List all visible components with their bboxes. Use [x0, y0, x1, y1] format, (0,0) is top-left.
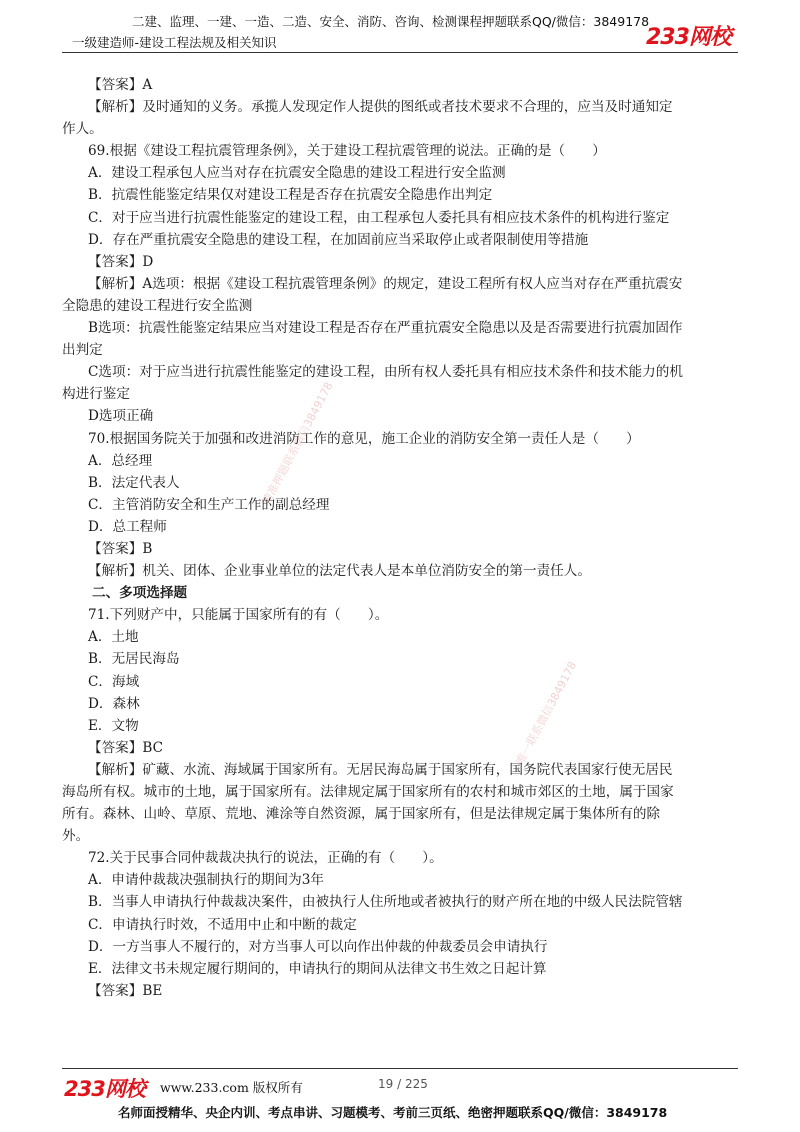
text-line: 二、多项选择题 [92, 585, 188, 602]
text-line: E．法律文书未规定履行期间的，申请执行的期间从法律文书生效之日起计算 [88, 960, 547, 977]
text-line: 【解析】A选项：根据《建设工程抗震管理条例》的规定，建设工程所有权人应当对存在严重抗震安 [88, 275, 683, 292]
text-line: D．森林 [88, 695, 140, 712]
text-line: B．抗震性能鉴定结果仅对建设工程是否存在抗震安全隐患作出判定 [88, 187, 493, 204]
text-line: 全隐患的建设工程进行安全监测 [62, 297, 253, 314]
text-line: 作人。 [62, 121, 103, 138]
text-line: A．申请仲裁裁决强制执行的期间为3年 [88, 872, 324, 889]
text-line: B选项：抗震性能鉴定结果应当对建设工程是否存在严重抗震安全隐患以及是否需要进行抗震加固作 [88, 320, 683, 337]
text-line: 71.下列财产中，只能属于国家所有的有（ ）。 [88, 607, 389, 624]
text-line: 【解析】机关、团体、企业事业单位的法定代表人是本单位消防安全的第一责任人。 [88, 563, 591, 580]
watermark-1: 精准押题联系微信3849178 [259, 379, 336, 508]
text-line: 构进行鉴定 [62, 386, 130, 403]
text-line: C．主管消防安全和生产工作的副总经理 [88, 496, 330, 513]
text-line: 外。 [62, 828, 90, 845]
header-logo [646, 20, 742, 48]
text-line: 所有。森林、山岭、草原、荒地、滩涂等自然资源，属于国家所有，但是法律规定属于集体所有的除 [62, 806, 661, 823]
text-line: D．一方当事人不履行的，对方当事人可以向作出仲裁的仲裁委员会申请执行 [88, 938, 548, 955]
text-line: B．法定代表人 [88, 474, 180, 491]
text-line: D．存在严重抗震安全隐患的建设工程，在加固前应当采取停止或者限制使用等措施 [88, 231, 589, 248]
text-line: C选项：对于应当进行抗震性能鉴定的建设工程，由所有权人委托具有相应技术条件和技术能力的机 [88, 364, 683, 381]
text-line: 【答案】A [88, 77, 153, 93]
text-line: C．对于应当进行抗震性能鉴定的建设工程，由工程承包人委托具有相应技术条件的机构进行鉴定 [88, 209, 670, 226]
text-line: C．海域 [88, 673, 140, 690]
text-line: B．无居民海岛 [88, 651, 180, 668]
header-logo-text: 233网校 [646, 25, 731, 50]
text-line: 【解析】矿藏、水流、海域属于国家所有。无居民海岛属于国家所有，国务院代表国家行使无居民 [88, 761, 673, 778]
header-divider [62, 52, 738, 53]
page-indicator: 19 / 225 [378, 1077, 428, 1091]
text-line: 【解析】及时通知的义务。承揽人发现定作人提供的图纸或者技术要求不合理的，应当及时通知定 [88, 99, 673, 116]
text-line: C．申请执行时效，不适用中止和中断的裁定 [88, 916, 357, 933]
text-line: A．建设工程承包人应当对存在抗震安全隐患的建设工程进行安全监测 [88, 165, 506, 182]
text-line: 72.关于民事合同仲裁裁决执行的说法，正确的有（ ）。 [88, 850, 443, 867]
text-line: 【答案】BE [88, 982, 163, 999]
footer-divider [62, 1068, 738, 1069]
footer-promo-line: 名师面授精华、央企内训、考点串讲、习题模考、考前三页纸、绝密押题联系QQ/微信：3849178 [118, 1105, 668, 1120]
footer-site: www.233.com 版权所有 [160, 1080, 303, 1095]
text-line: D．总工程师 [88, 518, 167, 535]
text-line: 【答案】B [88, 540, 153, 557]
header-promo-line: 二建、监理、一建、一造、二造、安全、消防、咨询、检测课程押题联系QQ/微信：3849178 [132, 14, 650, 29]
header-doc-title: 一级建造师-建设工程法规及相关知识 [72, 35, 277, 50]
text-line: D选项正确 [88, 408, 154, 425]
text-line: 70.根据国务院关于加强和改进消防工作的意见，施工企业的消防安全第一责任人是（ ） [88, 430, 640, 447]
text-line: 69.根据《建设工程抗震管理条例》，关于建设工程抗震管理的说法。正确的是（ ） [88, 143, 606, 160]
watermark-2: 唯一联系微信3849178 [513, 659, 580, 768]
text-line: B．当事人申请执行仲裁裁决案件，由被执行人住所地或者被执行的财产所在地的中级人民法院管辖 [88, 894, 683, 911]
text-line: 【答案】BC [88, 739, 164, 756]
text-line: 出判定 [62, 342, 103, 359]
text-line: 海岛所有权。城市的土地，属于国家所有。法律规定属于国家所有的农村和城市郊区的土地，属于国家 [62, 784, 674, 800]
text-line: A．土地 [88, 629, 139, 646]
document-body [62, 74, 742, 1002]
text-line: A．总经理 [88, 452, 153, 469]
text-line: 【答案】D [88, 253, 154, 270]
text-line: E．文物 [88, 717, 139, 734]
footer-logo: 233网校 [64, 1077, 145, 1101]
